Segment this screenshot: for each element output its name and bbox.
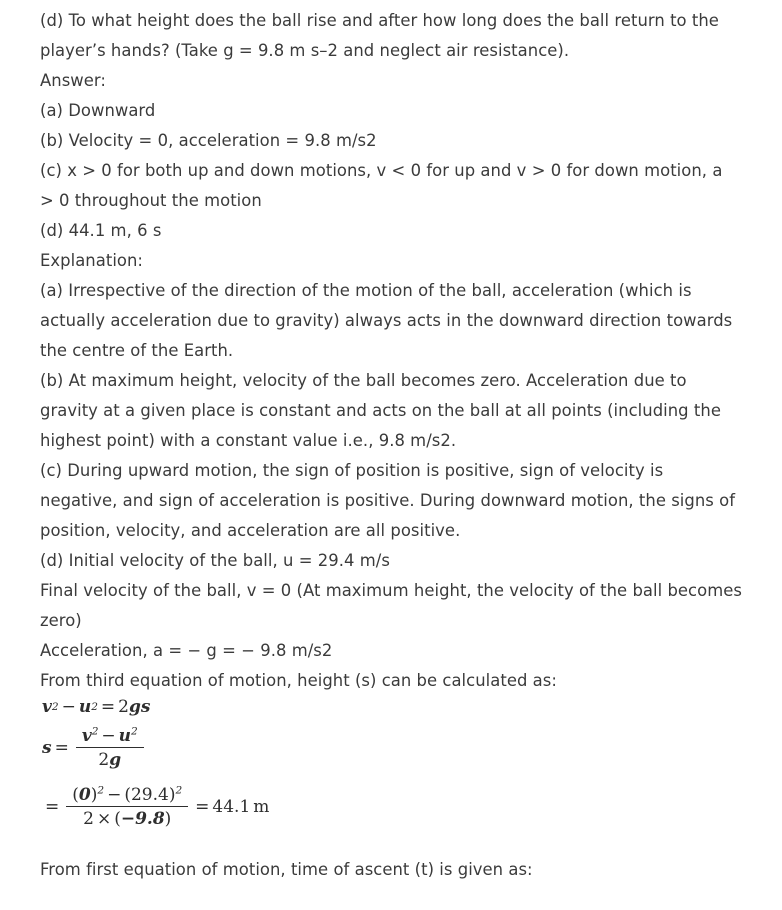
eq3-num-open-paren-1: ( (72, 784, 79, 805)
text-line: (d) Initial velocity of the ball, u = 29.4 m/s (40, 551, 390, 570)
equation-block (42, 694, 462, 834)
text-line: (b) At maximum height, velocity of the ball becomes zero. Acceleration due to (40, 371, 687, 390)
eq3-num-value-2: 29.4 (130, 784, 169, 805)
text-line: (c) x > 0 for both up and down motions, v < 0 for up and v > 0 for down motion, a (40, 161, 723, 180)
text-line: Answer: (40, 71, 106, 90)
eq2-num-u-exponent: 2 (131, 725, 138, 738)
document-body-text (40, 6, 750, 696)
text-line: zero) (40, 611, 82, 630)
eq1-g: g (129, 697, 141, 717)
eq3-result-unit: m (253, 797, 270, 817)
eq3-den-close-paren: ) (164, 809, 172, 830)
text-line: (d) 44.1 m, 6 s (40, 221, 162, 240)
text-line: (c) During upward motion, the sign of position is positive, sign of velocity is (40, 461, 664, 480)
eq3-num-close-paren-2: ) (168, 784, 176, 805)
eq1-v: v (42, 697, 52, 717)
text-line: > 0 throughout the motion (40, 191, 262, 210)
equation-height-substitution (42, 780, 462, 834)
text-line: position, velocity, and acceleration are all positive. (40, 521, 461, 540)
eq3-num-value-1: 0 (78, 784, 91, 805)
eq3-den-times: × (96, 809, 112, 830)
eq1-minus: − (61, 697, 76, 717)
eq3-num-exponent-1: 2 (97, 784, 105, 797)
eq3-den-value: −9.8 (120, 809, 165, 830)
text-line: Final velocity of the ball, v = 0 (At maximum height, the velocity of the ball becomes (40, 581, 742, 600)
eq3-num-open-paren-2: ( (124, 784, 131, 805)
eq2-numerator (76, 726, 144, 747)
eq2-num-v: v (81, 725, 92, 746)
text-line: (a) Irrespective of the direction of the motion of the ball, acceleration (which is (40, 281, 692, 300)
eq3-denominator (77, 807, 177, 829)
text-line: (d) To what height does the ball rise and after how long does the ball return to the (40, 11, 719, 30)
text-line: player’s hands? (Take g = 9.8 m s–2 and neglect air resistance). (40, 41, 570, 60)
text-line: highest point) with a constant value i.e., 9.8 m/s2. (40, 431, 457, 450)
text-line: Explanation: (40, 251, 144, 270)
eq3-den-open-paren: ( (114, 809, 121, 830)
eq3-den-coefficient: 2 (83, 809, 94, 830)
text-line: negative, and sign of acceleration is positive. During downward motion, the signs of (40, 491, 736, 510)
eq2-s: s (42, 738, 52, 758)
eq3-num-minus: − (107, 784, 122, 805)
eq3-fraction (66, 785, 188, 829)
text-line: the centre of the Earth. (40, 341, 234, 360)
document-closing-text (40, 855, 750, 885)
equation-third-law: v 2 − u 2 = 2 g s (42, 697, 151, 717)
eq2-denominator (92, 748, 127, 770)
eq2-den-coefficient: 2 (98, 750, 110, 771)
eq3-num-close-paren-1: ) (90, 784, 98, 805)
eq2-equals: = (54, 738, 69, 758)
eq1-s: s (140, 697, 151, 717)
eq3-equals-result: = (195, 797, 210, 817)
eq2-num-v-exponent: 2 (91, 725, 99, 738)
text-line: (b) Velocity = 0, acceleration = 9.8 m/s2 (40, 131, 377, 150)
text-line: Acceleration, a = − g = − 9.8 m/s2 (40, 641, 333, 660)
text-line: (a) Downward (40, 101, 156, 120)
eq2-num-u: u (118, 725, 132, 746)
text-line: From third equation of motion, height (s) can be calculated as: (40, 671, 557, 690)
eq1-u: u (78, 697, 92, 717)
text-line: From first equation of motion, time of ascent (t) is given as: (40, 860, 533, 879)
eq1-coefficient: 2 (118, 697, 129, 717)
eq3-numerator (66, 785, 188, 806)
eq1-equals: = (100, 697, 116, 717)
text-line: actually acceleration due to gravity) always acts in the downward direction towards (40, 311, 733, 330)
eq3-result-value: 44.1 (212, 797, 251, 817)
equation-height-formula (42, 722, 462, 774)
eq3-num-exponent-2: 2 (175, 784, 183, 797)
text-line: gravity at a given place is constant and acts on the ball at all points (including the (40, 401, 721, 420)
eq3-equals-lead: = (45, 797, 60, 817)
eq2-den-g: g (109, 750, 122, 771)
eq2-fraction (76, 726, 144, 770)
eq2-num-minus: − (101, 725, 116, 746)
